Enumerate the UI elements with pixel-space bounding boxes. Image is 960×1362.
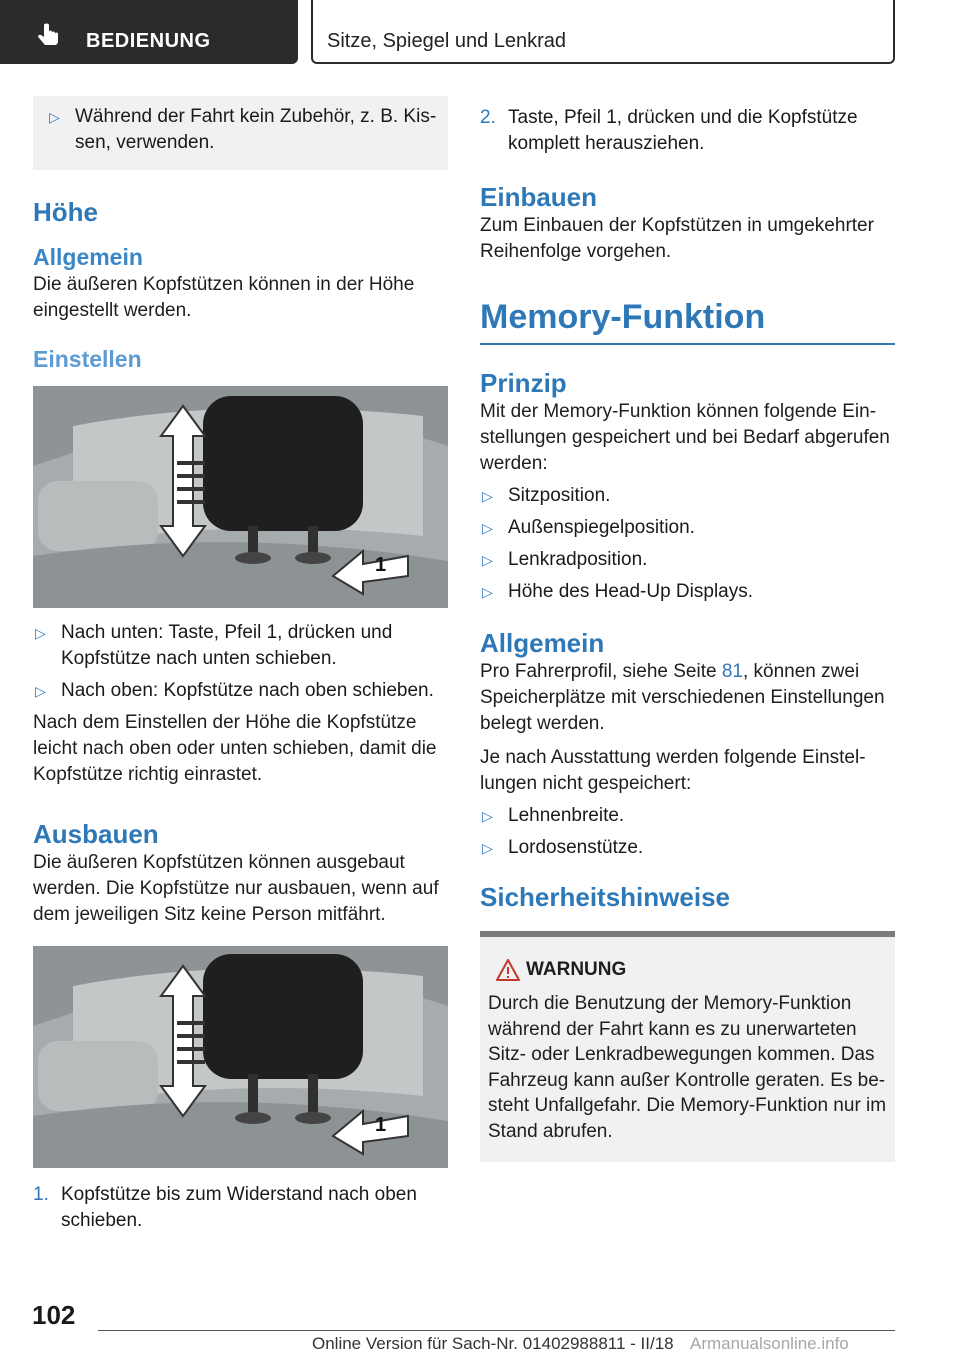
- headrest-photo-remove: [33, 946, 448, 1168]
- list-item: [33, 620, 448, 672]
- triangle-bullet-icon: ▷: [35, 683, 46, 699]
- left-column: [33, 96, 448, 1234]
- list-item-text: Außenspiegelposition.: [508, 517, 695, 538]
- einbauen-text: Zum Einbauen der Kopfstützen in umgekehrter Reihenfolge vorgehen.: [480, 215, 874, 262]
- allgemein-post: , können zwei Speicherplätze mit verschiedenen Einstellungen belegt werden.: [480, 661, 885, 734]
- triangle-bullet-icon: ▷: [35, 625, 46, 641]
- step-number: 1.: [33, 1184, 49, 1205]
- hand-pointer-icon: [34, 22, 64, 52]
- warning-triangle-icon: [496, 959, 520, 981]
- step-text: Taste, Pfeil 1, drücken und die Kopfstütze komplett herausziehen.: [508, 107, 858, 154]
- triangle-bullet-icon: ▷: [482, 520, 493, 536]
- list-item-text: Nach oben: Kopfstütze nach oben schieben.: [61, 680, 434, 701]
- step-2: [480, 105, 895, 157]
- triangle-bullet-icon: ▷: [482, 488, 493, 504]
- warning-box: [480, 931, 895, 1162]
- heading-sicherheitshinweise: Sicherheitshinweise: [480, 882, 730, 912]
- heading-memory-funktion: Memory-Funktion: [480, 298, 766, 336]
- list-item: [480, 547, 895, 573]
- triangle-bullet-icon: ▷: [482, 808, 493, 824]
- heading-ausbauen: Ausbauen: [33, 819, 159, 849]
- prinzip-list: [480, 483, 895, 605]
- ausbauen-text: Die äußeren Kopfstützen können ausgebaut werden. Die Kopfstütze nur ausbauen, wenn auf dem jeweiligen Sitz keine Person mitfährt.: [33, 852, 439, 925]
- list-item-text: Lordosenstütze.: [508, 837, 644, 858]
- note-box: [33, 96, 448, 170]
- section-label: Sitze, Spiegel und Lenkrad: [327, 30, 567, 52]
- list-item-text: Lenkradposition.: [508, 549, 648, 570]
- warning-title: [488, 957, 887, 983]
- watermark-text: Armanualsonline.info: [690, 1334, 849, 1353]
- list-item: [33, 678, 448, 704]
- warning-text: Durch die Benutzung der Memory-Funktion während der Fahrt kann es zu unerwarteten Sitz- oder Lenkradbewegungen kommen. Das Fahrzeug kann außer Kontrolle geraten. Es be-steht Unfallgefahr. Die Memory-Funktion nur im Stand abrufen.: [488, 993, 887, 1142]
- triangle-bullet-icon: ▷: [482, 584, 493, 600]
- ausstattung-text: Je nach Ausstattung werden folgende Einstel-lungen nicht gespeichert:: [480, 747, 866, 794]
- section-tab[interactable]: [311, 0, 895, 64]
- heading-prinzip: Prinzip: [480, 368, 567, 398]
- ausstattung-list: [480, 803, 895, 861]
- note-text: Während der Fahrt kein Zubehör, z. B. Kis-sen, verwenden.: [75, 106, 437, 153]
- allgemein-text: Die äußeren Kopfstützen können in der Höhe eingestellt werden.: [33, 274, 415, 321]
- list-item-text: Höhe des Head-Up Displays.: [508, 581, 754, 602]
- list-item-text: Lehnenbreite.: [508, 805, 625, 826]
- page-header: [0, 0, 960, 68]
- heading-einstellen: Einstellen: [33, 346, 142, 372]
- note-item: [47, 104, 438, 156]
- photo-marker-label: 1: [375, 554, 387, 576]
- list-item: [480, 515, 895, 541]
- triangle-bullet-icon: ▷: [482, 552, 493, 568]
- photo-marker-label: 1: [375, 1114, 387, 1136]
- heading-allgemein: Allgemein: [33, 244, 143, 270]
- right-column: [480, 105, 895, 1162]
- heading-allgemein-memory: Allgemein: [480, 628, 605, 658]
- triangle-bullet-icon: ▷: [49, 109, 60, 125]
- heading-einbauen: Einbauen: [480, 182, 598, 212]
- page-81-link[interactable]: 81: [721, 661, 743, 682]
- warning-title-text: WARNUNG: [526, 959, 627, 980]
- list-item-text: Nach unten: Taste, Pfeil 1, drücken und Kopfstütze nach unten schieben.: [61, 622, 393, 669]
- triangle-bullet-icon: ▷: [482, 840, 493, 856]
- page-number: 102: [32, 1300, 76, 1330]
- chapter-tab[interactable]: [0, 0, 298, 64]
- footer-rule: [98, 1330, 895, 1331]
- allgemein-memory-text: [480, 659, 895, 737]
- list-item: [480, 579, 895, 605]
- headrest-photo-adjust: [33, 386, 448, 608]
- list-item: [480, 803, 895, 829]
- list-item: [480, 483, 895, 509]
- allgemein-pre: Pro Fahrerprofil, siehe Seite: [480, 661, 722, 682]
- list-item: [480, 835, 895, 861]
- adjust-list: [33, 620, 448, 704]
- step-text: Kopfstütze bis zum Widerstand nach oben schieben.: [61, 1184, 417, 1231]
- prinzip-text: Mit der Memory-Funktion können folgende Ein-stellungen gespeichert und bei Bedarf abgerufen werden:: [480, 401, 890, 474]
- list-item-text: Sitzposition.: [508, 485, 611, 506]
- online-version-text: Online Version für Sach-Nr. 01402988811 - II/18: [312, 1334, 674, 1353]
- after-adjust-text: Nach dem Einstellen der Höhe die Kopfstütze leicht nach oben oder unten schieben, damit die Kopfstütze richtig einrastet.: [33, 712, 437, 785]
- step-1: [33, 1182, 448, 1234]
- chapter-label: BEDIENUNG: [86, 30, 211, 52]
- section-rule: [480, 343, 895, 345]
- heading-hoehe: Höhe: [33, 197, 98, 227]
- step-number: 2.: [480, 107, 496, 128]
